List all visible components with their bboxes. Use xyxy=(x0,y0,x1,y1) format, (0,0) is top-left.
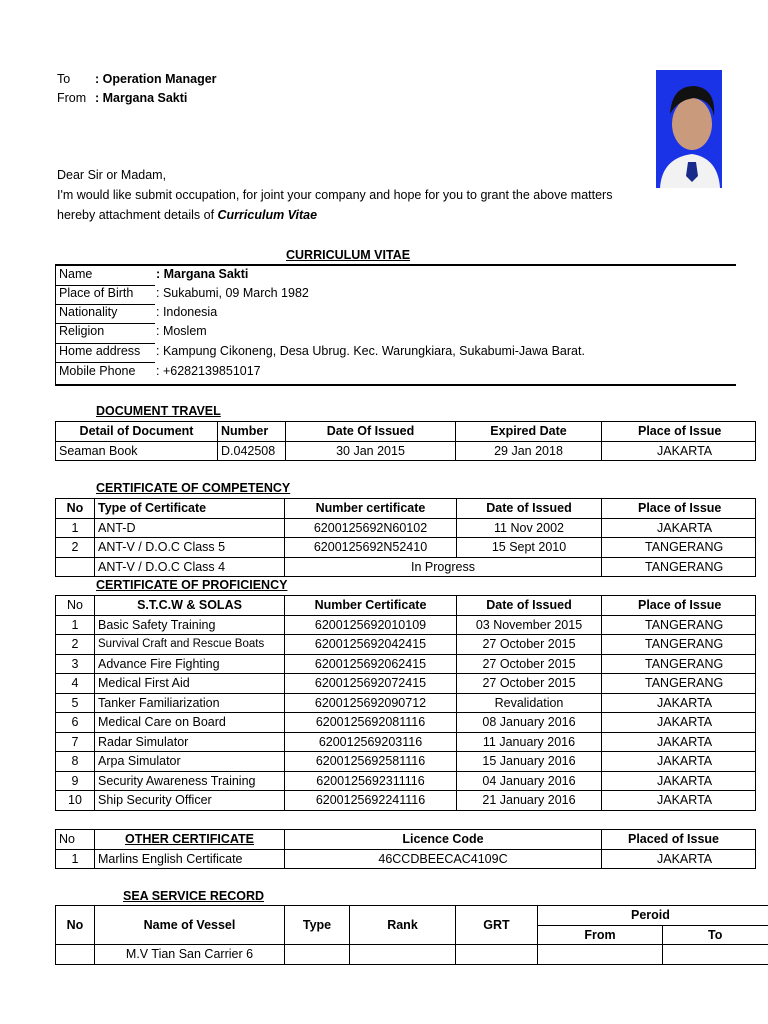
from-value: : Margana Sakti xyxy=(95,91,188,105)
cell: Survival Craft and Rescue Boats xyxy=(95,635,285,655)
proficiency-title: CERTIFICATE OF PROFICIENCY xyxy=(96,578,288,592)
cv-row-nationality xyxy=(59,305,217,319)
cell: Arpa Simulator xyxy=(95,752,285,772)
col-header: Type xyxy=(285,906,350,945)
cell: 7 xyxy=(56,732,95,752)
to-label: To xyxy=(57,72,71,86)
cell: JAKARTA xyxy=(602,732,756,752)
table-row xyxy=(56,557,756,577)
cell xyxy=(56,557,95,577)
cell: 21 January 2016 xyxy=(457,791,602,811)
table-row xyxy=(56,791,756,811)
col-header: S.T.C.W & SOLAS xyxy=(95,596,285,616)
col-header: Date of Issued xyxy=(457,596,602,616)
table-row xyxy=(56,674,756,694)
cell: 27 October 2015 xyxy=(457,674,602,694)
col-header: Place of Issue xyxy=(602,422,756,442)
cell: 29 Jan 2018 xyxy=(456,441,602,461)
cell: 9 xyxy=(56,771,95,791)
cell: 6200125692N60102 xyxy=(285,518,457,538)
cv-value: : Indonesia xyxy=(156,305,218,319)
cell: Security Awareness Training xyxy=(95,771,285,791)
col-header: OTHER CERTIFICATE xyxy=(95,830,285,850)
cv-label: Nationality xyxy=(59,305,118,319)
cell: 15 Sept 2010 xyxy=(457,538,602,558)
col-header: Number Certificate xyxy=(285,596,457,616)
cell: 6200125692042415 xyxy=(285,635,457,655)
from-label: From xyxy=(57,91,87,105)
sea-service-title: SEA SERVICE RECORD xyxy=(123,889,265,903)
table-row xyxy=(56,713,756,733)
cell: TANGERANG xyxy=(602,654,756,674)
col-header: Licence Code xyxy=(285,830,602,850)
cell: 6200125692090712 xyxy=(285,693,457,713)
cv-label: Name xyxy=(59,267,93,281)
cell: Radar Simulator xyxy=(95,732,285,752)
cv-title: CURRICULUM VITAE xyxy=(286,248,411,262)
cell xyxy=(56,945,95,965)
col-header: Place of Issue xyxy=(602,499,756,519)
cell: D.042508 xyxy=(218,441,286,461)
competency-title: CERTIFICATE OF COMPETENCY xyxy=(96,481,291,495)
cell: JAKARTA xyxy=(602,441,756,461)
cell: Ship Security Officer xyxy=(95,791,285,811)
cell: 620012569203116 xyxy=(285,732,457,752)
cell: 04 January 2016 xyxy=(457,771,602,791)
col-header: No xyxy=(56,596,95,616)
profile-photo xyxy=(656,70,722,188)
cell: JAKARTA xyxy=(602,518,756,538)
cell: JAKARTA xyxy=(602,693,756,713)
table-row xyxy=(56,945,768,965)
cell: Medical First Aid xyxy=(95,674,285,694)
cv-value: : Kampung Cikoneng, Desa Ubrug. Kec. Warungkiara, Sukabumi-Jawa Barat. xyxy=(156,344,585,358)
cell: TANGERANG xyxy=(602,538,756,558)
cell: ANT-D xyxy=(95,518,285,538)
cell: 6200125692062415 xyxy=(285,654,457,674)
cell: 11 January 2016 xyxy=(457,732,602,752)
table-row xyxy=(56,441,756,461)
other-certificate-table xyxy=(55,829,756,869)
cell: M.V Tian San Carrier 6 xyxy=(95,945,285,965)
cell: Revalidation xyxy=(457,693,602,713)
cell xyxy=(285,945,350,965)
cv-row-address xyxy=(59,344,585,358)
cell: 1 xyxy=(56,615,95,635)
cv-label: Mobile Phone xyxy=(59,364,136,378)
sea-service-table xyxy=(55,905,768,965)
cell: 5 xyxy=(56,693,95,713)
cell: 46CCDBEECAC4109C xyxy=(285,849,602,869)
cell: 10 xyxy=(56,791,95,811)
cell: Basic Safety Training xyxy=(95,615,285,635)
cv-value: : +6282139851017 xyxy=(156,364,261,378)
cell: 11 Nov 2002 xyxy=(457,518,602,538)
cell: 27 October 2015 xyxy=(457,654,602,674)
cv-row-name xyxy=(59,267,248,281)
cv-value: : Margana Sakti xyxy=(156,267,249,281)
cell: 27 October 2015 xyxy=(457,635,602,655)
cell: 08 January 2016 xyxy=(457,713,602,733)
cell: JAKARTA xyxy=(602,752,756,772)
cell: Advance Fire Fighting xyxy=(95,654,285,674)
cv-label: Religion xyxy=(59,324,105,338)
cell: TANGERANG xyxy=(602,557,756,577)
cv-label: Home address xyxy=(59,344,141,358)
table-row xyxy=(56,732,756,752)
cell: JAKARTA xyxy=(602,791,756,811)
cell: 1 xyxy=(56,518,95,538)
proficiency-body xyxy=(56,615,756,810)
cell: 6200125692311116 xyxy=(285,771,457,791)
greeting: Dear Sir or Madam, xyxy=(57,168,167,182)
cell: 2 xyxy=(56,635,95,655)
table-header-row xyxy=(56,830,756,850)
to-value: : Operation Manager xyxy=(95,72,217,86)
cv-value: : Moslem xyxy=(156,324,207,338)
table-header-row xyxy=(56,499,756,519)
col-header: Number xyxy=(218,422,286,442)
col-header: Type of Certificate xyxy=(95,499,285,519)
cell xyxy=(663,945,768,965)
cell: JAKARTA xyxy=(602,713,756,733)
col-header-period: Peroid xyxy=(538,906,768,926)
table-row xyxy=(56,635,756,655)
col-header: GRT xyxy=(456,906,538,945)
col-header: Number certificate xyxy=(285,499,457,519)
col-header: No xyxy=(56,906,95,945)
cell: Tanker Familiarization xyxy=(95,693,285,713)
cell: 1 xyxy=(56,849,95,869)
table-header-row xyxy=(56,906,768,926)
from-line xyxy=(57,91,187,105)
cell: 6200125692081116 xyxy=(285,713,457,733)
cell: Medical Care on Board xyxy=(95,713,285,733)
cv-label: Place of Birth xyxy=(59,286,134,300)
cell: TANGERANG xyxy=(602,615,756,635)
table-row xyxy=(56,693,756,713)
cv-row-phone xyxy=(59,364,261,378)
document-travel-table xyxy=(55,421,756,461)
cell: 6200125692241116 xyxy=(285,791,457,811)
col-header: To xyxy=(663,925,768,945)
letter-line-2-prefix: hereby attachment details of xyxy=(57,208,218,222)
cell: 4 xyxy=(56,674,95,694)
table-row xyxy=(56,615,756,635)
table-row xyxy=(56,752,756,772)
table-row xyxy=(56,518,756,538)
col-header: Placed of Issue xyxy=(602,830,756,850)
col-header: Rank xyxy=(350,906,456,945)
col-header: No xyxy=(56,499,95,519)
cell: 6200125692581116 xyxy=(285,752,457,772)
cell: 15 January 2016 xyxy=(457,752,602,772)
cell: 6200125692010109 xyxy=(285,615,457,635)
cv-value: : Sukabumi, 09 March 1982 xyxy=(156,286,309,300)
cv-row-religion xyxy=(59,324,207,338)
cell: 30 Jan 2015 xyxy=(286,441,456,461)
table-row xyxy=(56,849,756,869)
table-header-row xyxy=(56,596,756,616)
col-header: Name of Vessel xyxy=(95,906,285,945)
proficiency-table xyxy=(55,595,756,811)
cell: 8 xyxy=(56,752,95,772)
letter-cv-emphasis: Curriculum Vitae xyxy=(217,208,318,222)
table-header-row xyxy=(56,422,756,442)
cell: Marlins English Certificate xyxy=(95,849,285,869)
cell xyxy=(350,945,456,965)
table-row xyxy=(56,654,756,674)
document-travel-title: DOCUMENT TRAVEL xyxy=(96,404,221,418)
cell xyxy=(456,945,538,965)
col-header: Date of Issued xyxy=(457,499,602,519)
table-row xyxy=(56,538,756,558)
cv-row-birth xyxy=(59,286,309,300)
col-header: From xyxy=(538,925,663,945)
cell: ANT-V / D.O.C Class 4 xyxy=(95,557,285,577)
cell: JAKARTA xyxy=(602,849,756,869)
table-row xyxy=(56,771,756,791)
competency-table xyxy=(55,498,756,577)
cell: Seaman Book xyxy=(56,441,218,461)
cell: TANGERANG xyxy=(602,674,756,694)
letter-line-2 xyxy=(57,208,317,222)
cell: 6200125692072415 xyxy=(285,674,457,694)
cell: TANGERANG xyxy=(602,635,756,655)
cell: 3 xyxy=(56,654,95,674)
cell: 6 xyxy=(56,713,95,733)
col-header: No xyxy=(56,830,95,850)
cell: 2 xyxy=(56,538,95,558)
cell: 6200125692N52410 xyxy=(285,538,457,558)
col-header: Expired Date xyxy=(456,422,602,442)
cell-in-progress: In Progress xyxy=(285,557,602,577)
cell: ANT-V / D.O.C Class 5 xyxy=(95,538,285,558)
cell xyxy=(538,945,663,965)
col-header: Detail of Document xyxy=(56,422,218,442)
cell: 03 November 2015 xyxy=(457,615,602,635)
cell: JAKARTA xyxy=(602,771,756,791)
col-header: Place of Issue xyxy=(602,596,756,616)
to-line xyxy=(57,72,217,86)
col-header: Date Of Issued xyxy=(286,422,456,442)
letter-line-1: I'm would like submit occupation, for joint your company and hope for you to grant the above matters xyxy=(57,188,613,202)
cv-personal-box xyxy=(55,264,736,386)
